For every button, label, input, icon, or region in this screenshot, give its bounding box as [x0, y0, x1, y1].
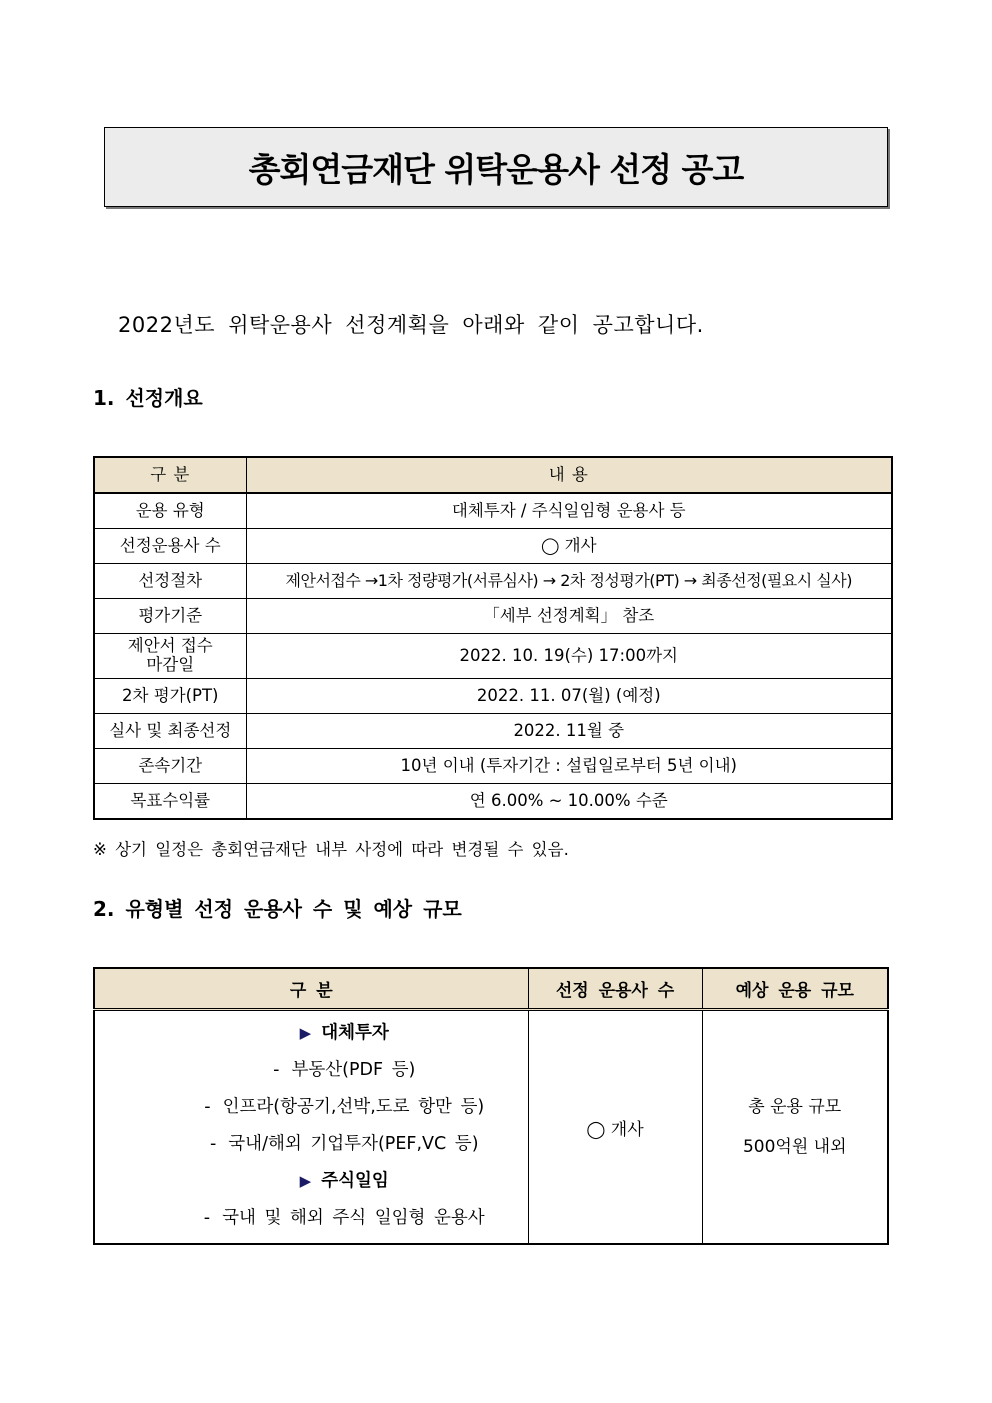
row-label: 목표수익률	[94, 784, 246, 820]
list-item-text: 국내/해외 기업투자(PEF,VC 등)	[228, 1134, 479, 1154]
row-label: 제안서 접수 마감일	[94, 634, 246, 679]
row-label: 운용 유형	[94, 493, 246, 529]
table-row	[94, 784, 892, 820]
list-item-text: 국내 및 해외 주식 일임형 운용사	[222, 1208, 485, 1228]
dash-bullet: -	[209, 1134, 217, 1154]
dash-bullet: -	[203, 1208, 211, 1228]
section-1-heading: 1. 선정개요	[93, 386, 203, 410]
table-row	[94, 714, 892, 749]
overview-header-row	[94, 457, 892, 493]
type-header-count: 선정 운용사 수	[528, 968, 702, 1010]
manager-count: ◯ 개사	[528, 1010, 702, 1245]
row-value: 10년 이내 (투자기간 : 설립일로부터 5년 이내)	[246, 749, 892, 784]
row-value: 제안서접수 →1차 정량평가(서류심사) → 2차 정성평가(PT) → 최종선정(필요시 실사)	[246, 564, 892, 599]
overview-header-category: 구 분	[94, 457, 246, 493]
dash-bullet: -	[204, 1097, 211, 1117]
table-row	[94, 679, 892, 714]
intro-text: 2022년도 위탁운용사 선정계획을 아래와 같이 공고합니다.	[118, 313, 704, 337]
list-item	[161, 1089, 528, 1126]
category-title: 주식일임	[321, 1171, 389, 1191]
overview-header-content: 내 용	[246, 457, 892, 493]
triangle-bullet-icon: ▶	[299, 1024, 312, 1042]
category-heading	[161, 1163, 528, 1200]
row-value: 대체투자 / 주식일임형 운용사 등	[246, 493, 892, 529]
type-table	[93, 967, 889, 1245]
schedule-note: ※ 상기 일정은 총회연금재단 내부 사정에 따라 변경될 수 있음.	[93, 840, 569, 859]
table-row	[94, 493, 892, 529]
row-label: 선정절차	[94, 564, 246, 599]
row-value: 연 6.00% ~ 10.00% 수준	[246, 784, 892, 820]
table-row	[94, 749, 892, 784]
table-row	[94, 564, 892, 599]
table-row	[94, 1010, 888, 1245]
list-item	[161, 1052, 528, 1089]
category-list	[94, 1010, 528, 1245]
list-item-text: 부동산(PDF 등)	[291, 1060, 416, 1080]
expected-scale	[702, 1010, 888, 1245]
type-header-scale: 예상 운용 규모	[702, 968, 888, 1010]
row-value: 2022. 11월 중	[246, 714, 892, 749]
scale-line-2: 500억원 내외	[742, 1137, 847, 1157]
triangle-bullet-icon: ▶	[299, 1172, 312, 1190]
category-heading	[161, 1015, 528, 1052]
scale-line-1: 총 운용 규모	[748, 1097, 842, 1117]
section-2-heading: 2. 유형별 선정 운용사 수 및 예상 규모	[93, 897, 462, 921]
overview-table	[93, 456, 893, 820]
list-item	[161, 1200, 528, 1237]
list-item	[161, 1126, 528, 1163]
page-title: 총회연금재단 위탁운용사 선정 공고	[104, 127, 888, 207]
category-title: 대체투자	[321, 1023, 389, 1043]
row-value: 2022. 10. 19(수) 17:00까지	[246, 634, 892, 679]
row-label: 평가기준	[94, 599, 246, 634]
row-value: ◯ 개사	[246, 529, 892, 564]
table-row	[94, 599, 892, 634]
type-header-category: 구 분	[94, 968, 528, 1010]
type-header-row	[94, 968, 888, 1010]
row-value: 2022. 11. 07(월) (예정)	[246, 679, 892, 714]
row-value: 「세부 선정계획」 참조	[246, 599, 892, 634]
dash-bullet: -	[273, 1060, 280, 1080]
table-row	[94, 634, 892, 679]
row-label: 실사 및 최종선정	[94, 714, 246, 749]
table-row	[94, 529, 892, 564]
row-label: 2차 평가(PT)	[94, 679, 246, 714]
list-item-text: 인프라(항공기,선박,도로 항만 등)	[222, 1097, 485, 1117]
row-label: 존속기간	[94, 749, 246, 784]
row-label: 선정운용사 수	[94, 529, 246, 564]
